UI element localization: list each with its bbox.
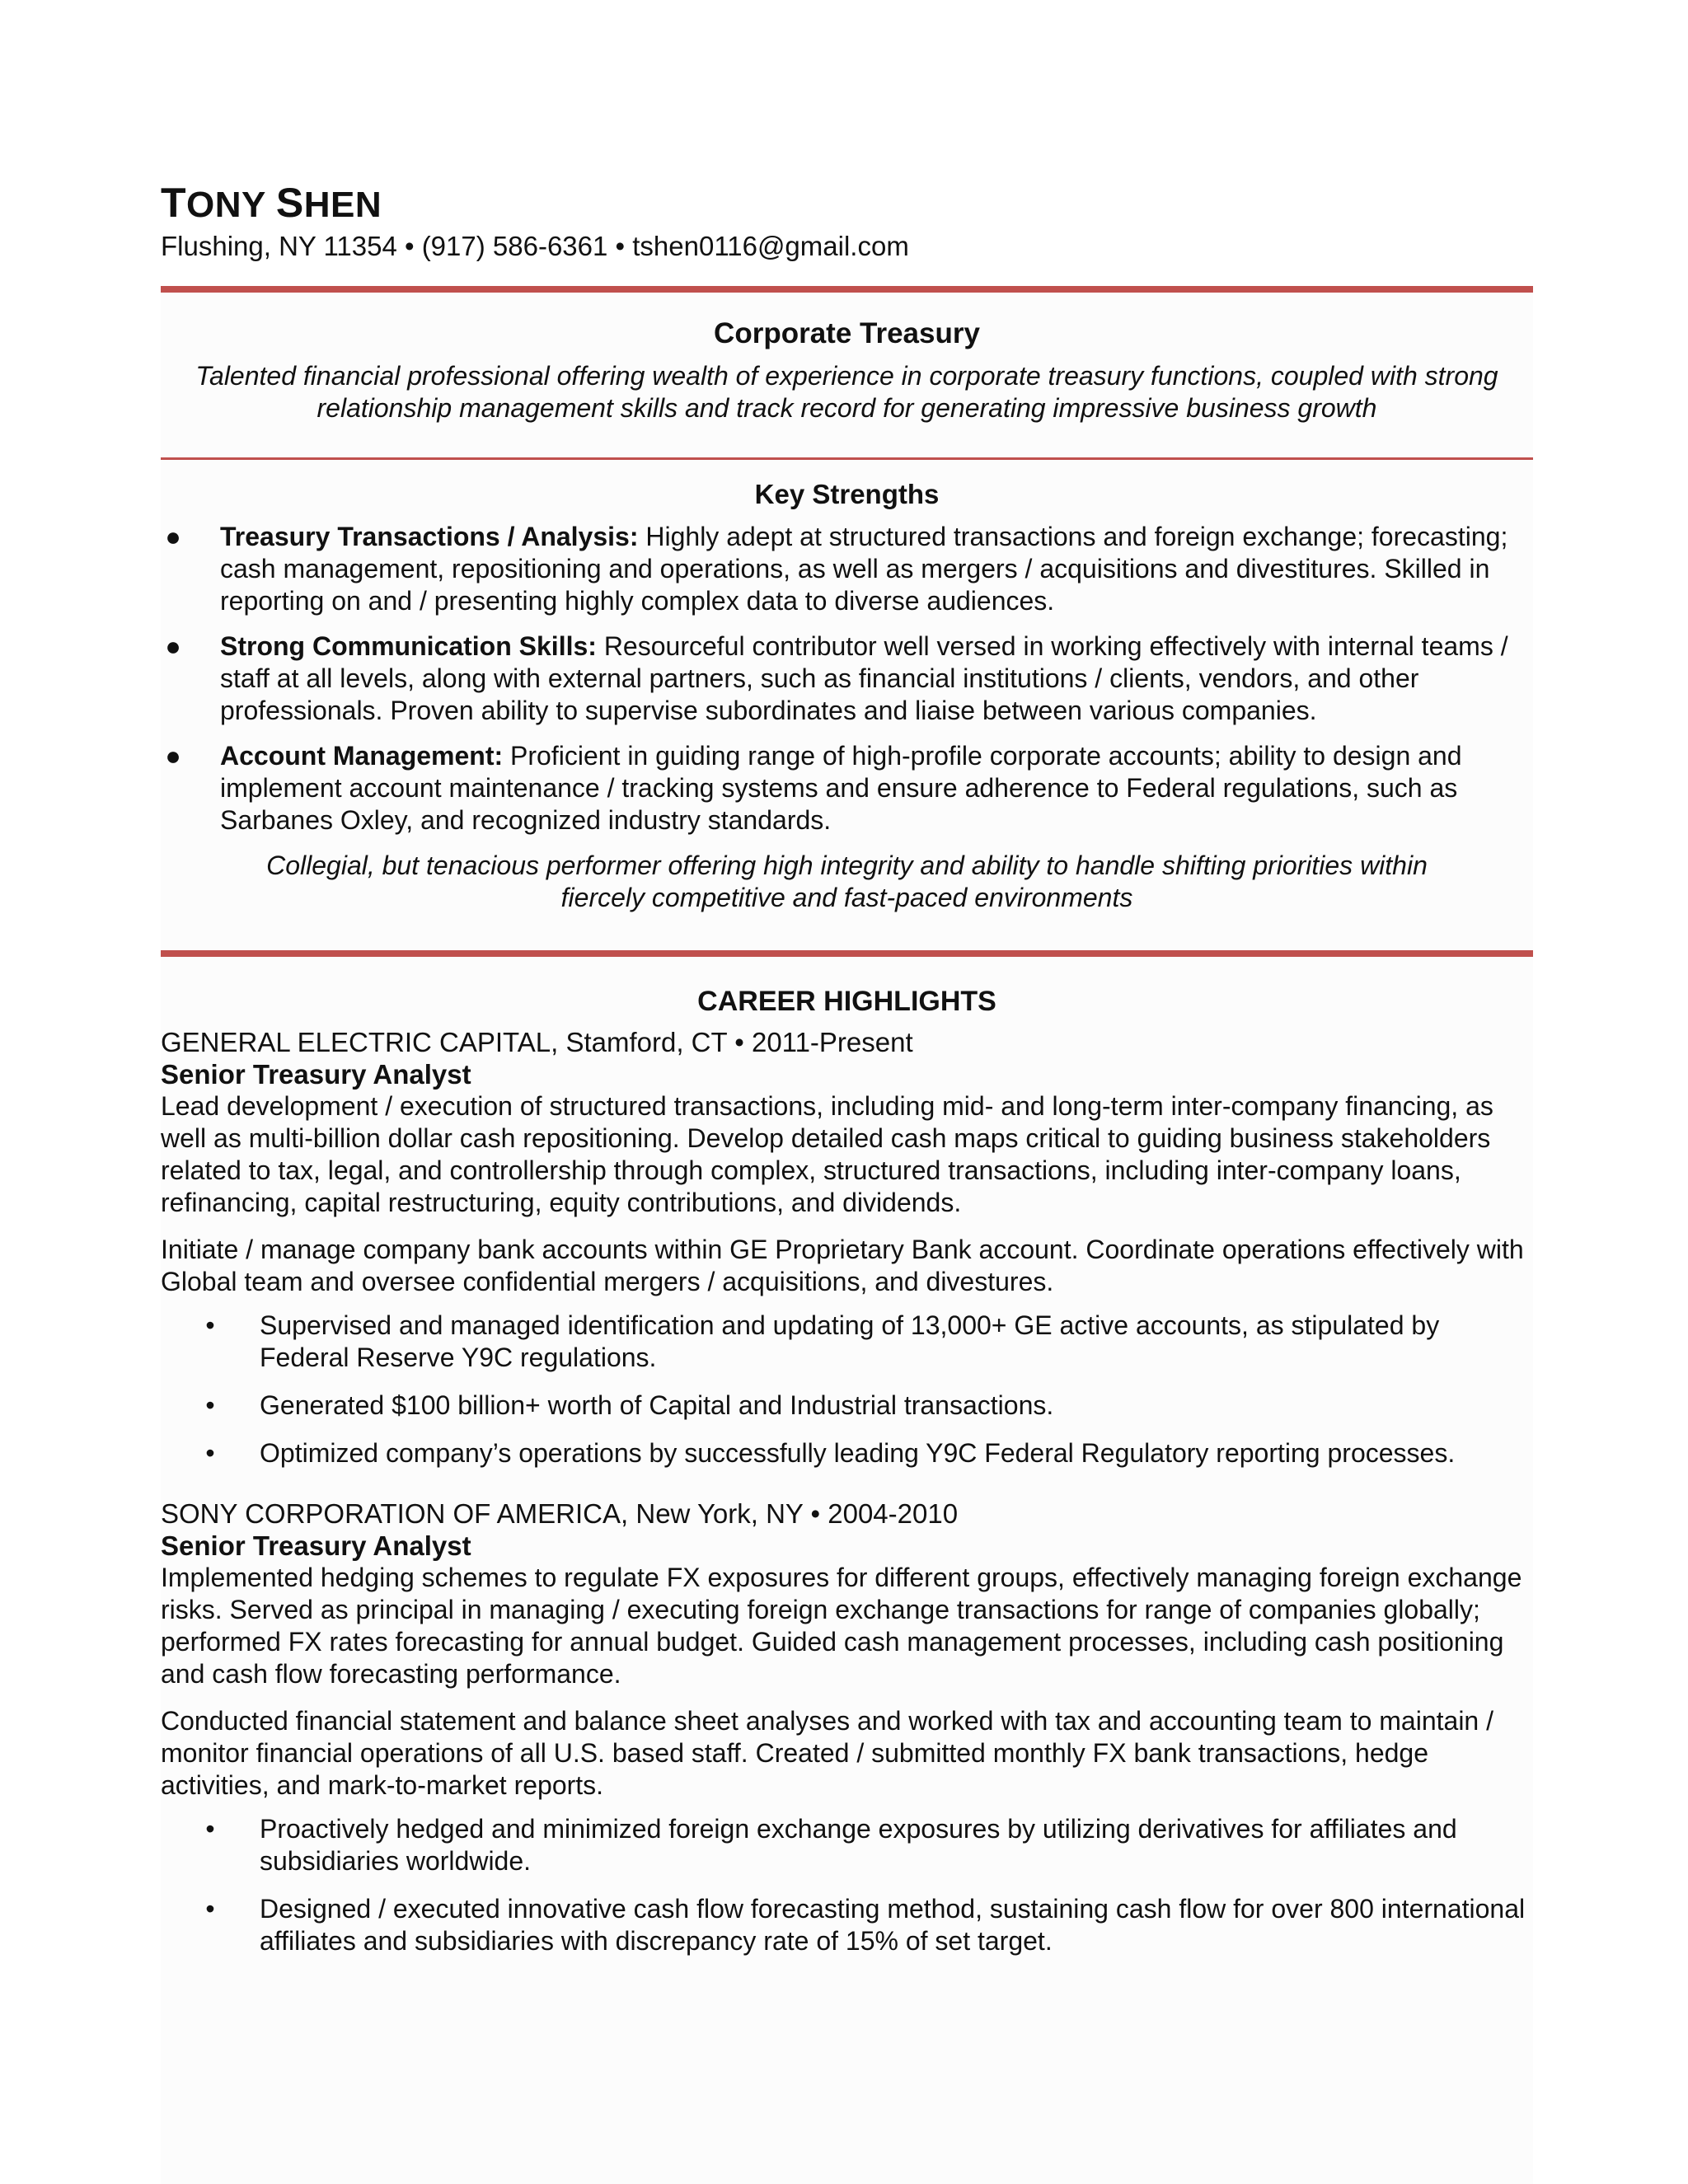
job-description: Initiate / manage company bank accounts within GE Proprietary Bank account. Coordinate operations effectively with Global team and oversee confidential mergers / acquisitions, and divestures. bbox=[161, 1235, 1524, 1296]
strength-label: Strong Communication Skills: bbox=[220, 631, 597, 661]
achievement-text: Optimized company’s operations by successfully leading Y9C Federal Regulatory reporting processes. bbox=[260, 1438, 1456, 1468]
bullet-icon: • bbox=[205, 1310, 215, 1340]
job-employer: SONY CORPORATION OF AMERICA, New York, NY • 2004-2010 bbox=[161, 1498, 959, 1529]
name-first-initial: T bbox=[161, 180, 187, 226]
achievement-item bbox=[161, 1893, 1533, 1957]
bullet-icon: • bbox=[205, 1814, 215, 1844]
name-last-initial: S bbox=[275, 180, 304, 226]
bullet-icon: ● bbox=[165, 741, 181, 771]
job-employer: GENERAL ELECTRIC CAPITAL, Stamford, CT • 2011-Present bbox=[161, 1027, 913, 1057]
candidate-name bbox=[161, 180, 1533, 228]
summary-title: Corporate Treasury bbox=[714, 317, 980, 349]
achievement-text: Supervised and managed identification and updating of 13,000+ GE active accounts, as stipulated by Federal Reserve Y9C regulations. bbox=[260, 1310, 1440, 1372]
achievement-item bbox=[161, 1813, 1533, 1877]
name-last-rest: HEN bbox=[303, 185, 382, 225]
strength-label: Account Management: bbox=[220, 741, 504, 771]
bullet-icon: • bbox=[205, 1438, 215, 1468]
strength-text: Resourceful contributor well versed in working effectively with internal teams / staff at all levels, along with external partners, such as financial institutions / clients, vendors, and other professionals. Proven ability to supervise subordinates and liaise between various companies. bbox=[220, 631, 1508, 725]
strengths-title: Key Strengths bbox=[754, 479, 940, 509]
achievement-text: Generated $100 billion+ worth of Capital and Industrial transactions. bbox=[260, 1390, 1054, 1420]
summary-divider bbox=[161, 457, 1533, 460]
strength-item bbox=[161, 521, 1533, 617]
strengths-divider bbox=[161, 950, 1533, 957]
achievement-item bbox=[161, 1390, 1533, 1422]
achievement-text: Designed / executed innovative cash flow forecasting method, sustaining cash flow for over 800 international affiliates and subsidiaries with discrepancy rate of 15% of set target. bbox=[260, 1894, 1526, 1956]
strength-text: Highly adept at structured transactions and foreign exchange; forecasting; cash management, repositioning and operations, as well as mergers / acquisitions and divestitures. Skilled in reporting on and / presenting highly complex data to diverse audiences. bbox=[220, 522, 1508, 616]
bullet-icon: • bbox=[205, 1894, 215, 1924]
bullet-icon: ● bbox=[165, 631, 181, 661]
achievement-item bbox=[161, 1437, 1533, 1469]
summary-tagline: Talented financial professional offering wealth of experience in corporate treasury functions, coupled with strong relationship management skills and track record for generating impressive business growth bbox=[195, 361, 1498, 423]
strength-label: Treasury Transactions / Analysis: bbox=[220, 522, 639, 551]
contact-line: Flushing, NY 11354 • (917) 586-6361 • tshen0116@gmail.com bbox=[161, 231, 909, 261]
header-divider bbox=[161, 286, 1533, 293]
job-achievements bbox=[161, 1813, 1533, 1957]
job-entry bbox=[161, 1497, 1533, 1957]
achievement-text: Proactively hedged and minimized foreign exchange exposures by utilizing derivatives for affiliates and subsidiaries worldwide. bbox=[260, 1814, 1457, 1876]
career-title: CAREER HIGHLIGHTS bbox=[697, 986, 996, 1017]
bullet-icon: • bbox=[205, 1390, 215, 1420]
job-entry bbox=[161, 1026, 1533, 1469]
job-title: Senior Treasury Analyst bbox=[161, 1059, 471, 1090]
strength-text: Proficient in guiding range of high-profile corporate accounts; ability to design and implement account maintenance / tracking systems and ensure adherence to Federal regulations, such as Sarbanes Oxley, and recognized industry standards. bbox=[220, 741, 1462, 835]
job-description: Conducted financial statement and balance sheet analyses and worked with tax and accounting team to maintain / monitor financial operations of all U.S. based staff. Created / submitted monthly FX bank transactions, hedge activities, and mark-to-market reports. bbox=[161, 1706, 1493, 1800]
achievement-item bbox=[161, 1310, 1533, 1374]
job-description: Implemented hedging schemes to regulate FX exposures for different groups, effectively managing foreign exchange risks. Served as principal in managing / executing foreign exchange transactions for range of companies globally; performed FX rates forecasting for annual budget. Guided cash management processes, including cash positioning and cash flow forecasting performance. bbox=[161, 1563, 1522, 1689]
job-achievements bbox=[161, 1310, 1533, 1469]
bullet-icon: ● bbox=[165, 522, 181, 551]
job-title: Senior Treasury Analyst bbox=[161, 1530, 471, 1561]
strengths-list bbox=[161, 521, 1533, 837]
resume-document bbox=[161, 180, 1533, 1973]
job-description: Lead development / execution of structured transactions, including mid- and long-term inter-company financing, as well as multi-billion dollar cash repositioning. Develop detailed cash maps critical to guiding business stakeholders related to tax, legal, and controllership through complex, structured transactions, including inter-company loans, refinancing, capital restructuring, equity contributions, and dividends. bbox=[161, 1091, 1493, 1217]
strength-item bbox=[161, 630, 1533, 727]
strengths-closing: Collegial, but tenacious performer offering high integrity and ability to handle shifting priorities within fiercely competitive and fast-paced environments bbox=[266, 851, 1428, 912]
name-first-rest: ONY bbox=[186, 185, 266, 225]
strength-item bbox=[161, 740, 1533, 837]
